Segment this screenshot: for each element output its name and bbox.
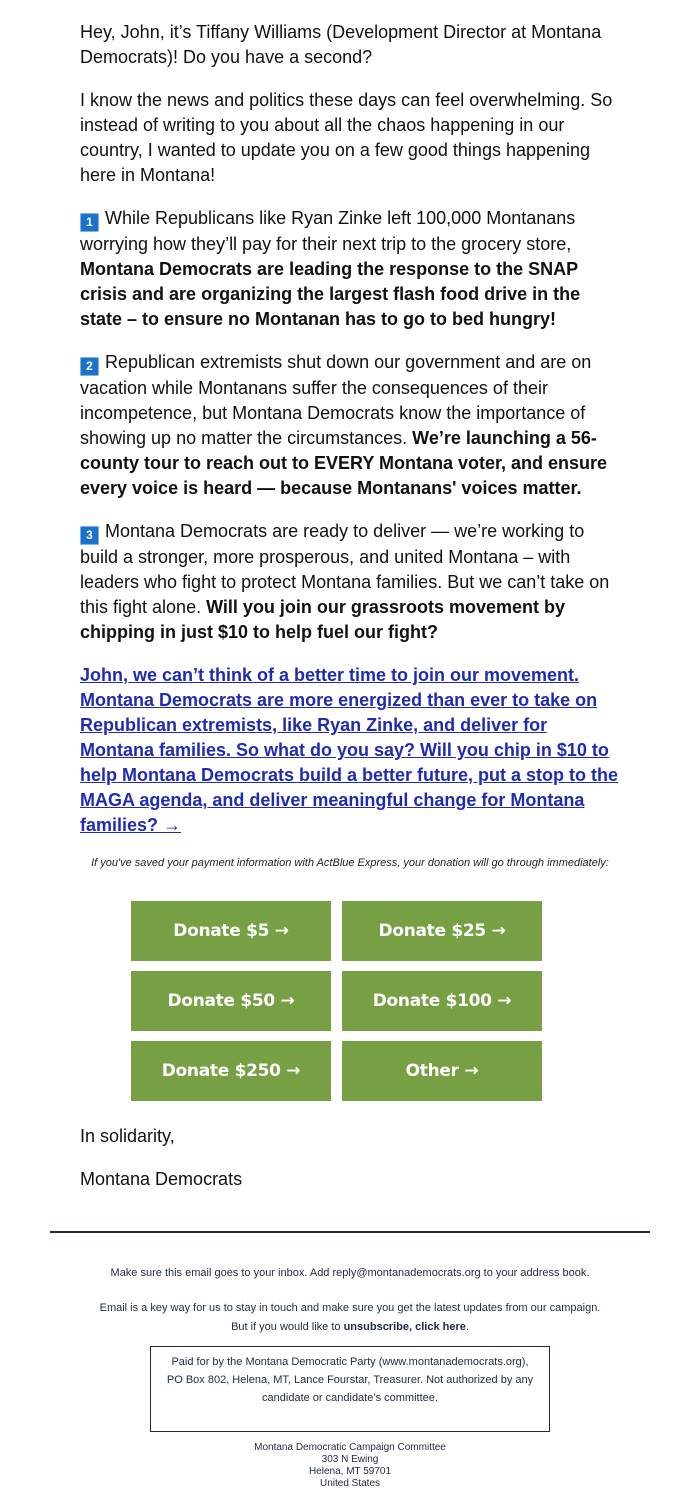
- donate-25-button[interactable]: Donate $25 →: [342, 901, 542, 961]
- donate-other-button[interactable]: Other →: [342, 1041, 542, 1101]
- point-three-bold: Will you join our grassroots movement by chipping in just $10 to help fuel our fight?: [80, 597, 565, 642]
- footer-inbox-note: Make sure this email goes to your inbox. Add reply@montanademocrats.org to your address book.: [110, 1267, 590, 1279]
- point-two: [80, 350, 625, 501]
- point-two-text: Republican extremists shut down our government and are on vacation while Montanans suffer the consequences of their incompetence, but Montana Democrats know the importance of showing up no matter the circumstances.: [80, 352, 592, 448]
- closing-signature: Montana Democrats: [80, 1169, 243, 1189]
- unsubscribe-prefix: But if you would like to: [231, 1321, 344, 1333]
- point-two-bold: We’re launching a 56-county tour to reach out to EVERY Montana voter, and ensure every voice is heard — because Montanans' voices matter.: [80, 428, 608, 498]
- donate-100-button[interactable]: Donate $100 →: [342, 971, 542, 1031]
- mailing-address: [0, 1442, 700, 1490]
- footer-unsubscribe-line: [0, 1321, 700, 1333]
- closing-salutation: In solidarity,: [80, 1126, 175, 1146]
- address-street: 303 N Ewing: [321, 1454, 379, 1465]
- address-city: Helena, MT 59701: [308, 1466, 392, 1477]
- intro-paragraph: Hey, John, it’s Tiffany Williams (Development Director at Montana Democrats)! Do you have a second?: [80, 22, 602, 67]
- actblue-express-note: If you've saved your payment information with ActBlue Express, your donation will go through immediately:: [91, 857, 609, 869]
- donate-5-button[interactable]: Donate $5 →: [131, 901, 331, 961]
- point-one: [80, 206, 625, 332]
- keycap-two-icon: 2: [80, 357, 99, 376]
- keycap-one-icon: 1: [80, 213, 99, 232]
- point-one-text: While Republicans like Ryan Zinke left 100,000 Montanans worrying how they’ll pay for their next trip to the grocery store,: [80, 208, 576, 254]
- paid-for-disclaimer: Paid for by the Montana Democratic Party (www.montanademocrats.org), PO Box 802, Helena, MT, Lance Fourstar, Treasurer. Not authorized by any candidate or candidate’s committee.: [150, 1346, 550, 1432]
- unsubscribe-suffix: .: [465, 1321, 469, 1333]
- donate-250-button[interactable]: Donate $250 →: [131, 1041, 331, 1101]
- unsubscribe-link[interactable]: unsubscribe, click here: [343, 1321, 466, 1333]
- point-three: [80, 519, 625, 645]
- context-paragraph: I know the news and politics these days can feel overwhelming. So instead of writing to you about all the chaos happening in our country, I wanted to update you on a few good things happening here in Montana!: [80, 90, 613, 185]
- footer-divider: [50, 1231, 650, 1233]
- keycap-three-icon: 3: [80, 526, 99, 545]
- footer-stay-note: Email is a key way for us to stay in touch and make sure you get the latest updates from our campaign.: [99, 1302, 601, 1314]
- point-three-text: Montana Democrats are ready to deliver — we’re working to build a stronger, more prosperous, and united Montana – with leaders who fight to protect Montana families. But we can’t take on this fight alone.: [80, 521, 610, 617]
- donate-cta-link[interactable]: John, we can’t think of a better time to join our movement. Montana Democrats are more energized than ever to take on Republican extremists, like Ryan Zinke, and deliver for Montana families. So what do you say? Will you chip in $10 to help Montana Democrats build a better future, put a stop to the MAGA agenda, and deliver meaningful change for Montana families? →: [80, 665, 619, 835]
- donate-50-button[interactable]: Donate $50 →: [131, 971, 331, 1031]
- address-org: Montana Democratic Campaign Committee: [254, 1442, 446, 1453]
- address-country: United States: [319, 1478, 381, 1489]
- point-one-bold: Montana Democrats are leading the response to the SNAP crisis and are organizing the largest flash food drive in the state – to ensure no Montanan has to go to bed hungry!: [80, 259, 581, 329]
- message-content: [80, 20, 625, 838]
